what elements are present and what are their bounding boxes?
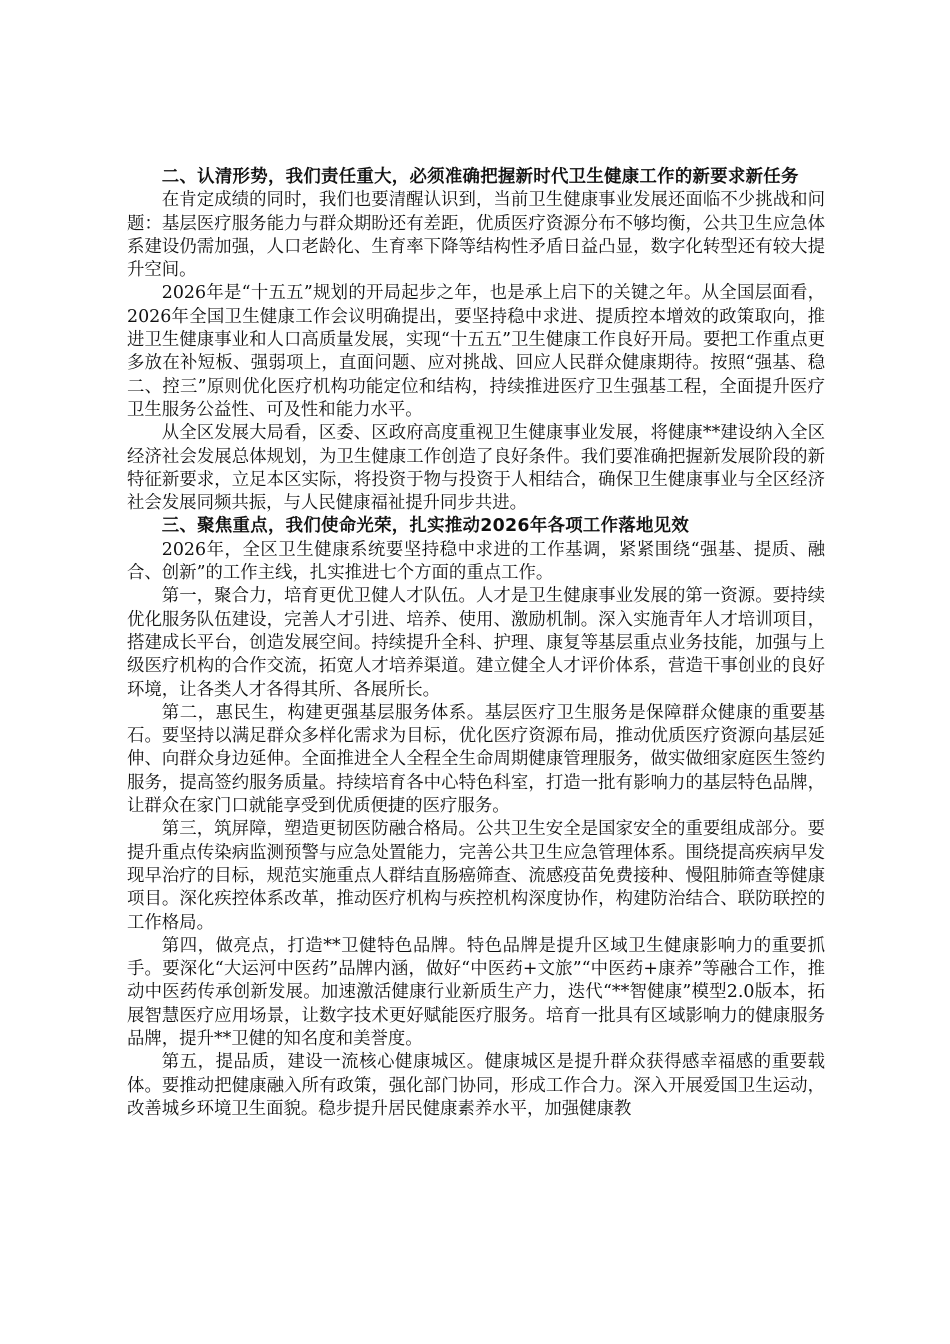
- paragraph: 在肯定成绩的同时，我们也要清醒认识到，当前卫生健康事业发展还面临不少挑战和问题：基层医疗服务能力与群众期盼还有差距，优质医疗资源分布不够均衡，公共卫生应急体系建设仍需加强，人口老龄化、生育率下降等结构性矛盾日益凸显，数字化转型还有较大提升空间。: [127, 190, 825, 281]
- paragraph: 2026年是“十五五”规划的开局起步之年，也是承上启下的关键之年。从全国层面看，2026年全国卫生健康工作会议明确提出，要坚持稳中求进、提质控本增效的政策取向，推进卫生健康事业和人口高质量发展，实现“十五五”卫生健康工作良好开局。要把工作重点更多放在补短板、强弱项上，直面问题、应对挑战、回应人民群众健康期待。按照“强基、稳二、控三”原则优化医疗机构功能定位和结构，持续推进医疗卫生强基工程，全面提升医疗卫生服务公益性、可及性和能力水平。: [127, 283, 825, 420]
- paragraph: 第五，提品质，建设一流核心健康城区。健康城区是提升群众获得感幸福感的重要载体。要推动把健康融入所有政策，强化部门协同，形成工作合力。深入开展爱国卫生运动，改善城乡环境卫生面貌。稳步提升居民健康素养水平，加强健康教: [127, 1052, 825, 1119]
- paragraph: 从全区发展大局看，区委、区政府高度重视卫生健康事业发展，将健康**建设纳入全区经济社会发展总体规划，为卫生健康工作创造了良好条件。我们要准确把握新发展阶段的新特征新要求，立足本区实际，将投资于物与投资于人相结合，确保卫生健康事业与全区经济社会发展同频共振，与人民健康福祉提升同步共进。: [127, 423, 825, 514]
- document-page: [127, 166, 825, 1121]
- paragraph: 2026年，全区卫生健康系统要坚持稳中求进的工作基调，紧紧围绕“强基、提质、融合、创新”的工作主线，扎实推进七个方面的重点工作。: [127, 539, 825, 584]
- paragraph: 第一，聚合力，培育更优卫健人才队伍。人才是卫生健康事业发展的第一资源。要持续优化服务队伍建设，完善人才引进、培养、使用、激励机制。深入实施青年人才培训项目，搭建成长平台，创造发展空间。持续提升全科、护理、康复等基层重点业务技能，加强与上级医疗机构的合作交流，拓宽人才培养渠道。建立健全人才评价体系，营造干事创业的良好环境，让各类人才各得其所、各展所长。: [127, 586, 825, 700]
- section-heading-3: 三、聚焦重点，我们使命光荣，扎实推动2026年各项工作落地见效: [161, 516, 690, 537]
- paragraph: 第四，做亮点，打造**卫健特色品牌。特色品牌是提升区域卫生健康影响力的重要抓手。要深化“大运河中医药”品牌内涵，做好“中医药+文旅”“中医药+康养”等融合工作，推动中医药传承创新发展。加速激活健康行业新质生产力，迭代“**智健康”模型2.0版本，拓展智慧医疗应用场景，让数字技术更好赋能医疗服务。培育一批具有区域影响力的健康服务品牌，提升**卫健的知名度和美誉度。: [127, 935, 825, 1049]
- section-heading-2: 二、认清形势，我们责任重大，必须准确把握新时代卫生健康工作的新要求新任务: [161, 167, 799, 187]
- paragraph: 第二，惠民生，构建更强基层服务体系。基层医疗卫生服务是保障群众健康的重要基石。要坚持以满足群众多样化需求为目标，优化医疗资源布局，推动优质医疗资源向基层延伸、向群众身边延伸。全面推进全人全程全生命周期健康管理服务，做实做细家庭医生签约服务，提高签约服务质量。持续培育各中心特色科室，打造一批有影响力的基层特色品牌，让群众在家门口就能享受到优质便捷的医疗服务。: [127, 702, 825, 817]
- paragraph: 第三，筑屏障，塑造更韧医防融合格局。公共卫生安全是国家安全的重要组成部分。要提升重点传染病监测预警与应急处置能力，完善公共卫生应急管理体系。围绕提高疾病早发现早治疗的目标，规范实施重点人群结直肠癌筛查、流感疫苗免费接种、慢阻肺筛查等健康项目。深化疾控体系改革，推动医疗机构与疾控机构深度协作，构建防治结合、联防联控的工作格局。: [127, 819, 825, 933]
